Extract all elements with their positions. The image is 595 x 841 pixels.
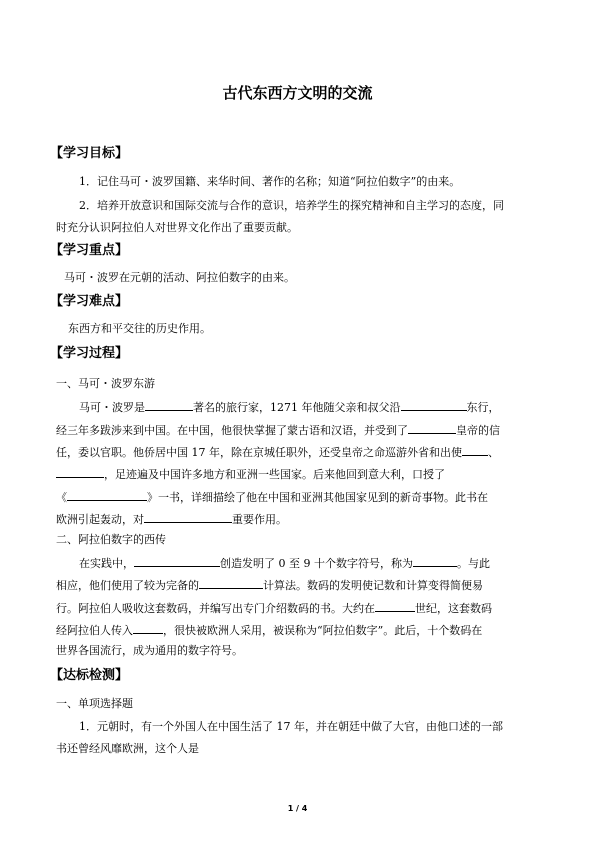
text: 马可・波罗是 <box>79 401 145 414</box>
text: 《 <box>56 491 67 504</box>
text: 相应，他们使用了较为完备的 <box>56 579 199 592</box>
text: 著名的旅行家，1271 年他随父亲和叔父沿 <box>193 401 401 414</box>
blank-destination[interactable] <box>133 622 163 634</box>
process-s2-line-4 <box>56 622 482 638</box>
process-s2-line-5: 世界各国流行，成为通用的数字符号。 <box>56 644 243 657</box>
text: ，很快被欧洲人采用，被误称为“阿拉伯数字”。此后，十个数码在 <box>163 624 483 637</box>
test-section-1-title: 一、单项选择题 <box>56 697 133 710</box>
blank-numeral-name[interactable] <box>413 555 457 567</box>
process-s2-line-3 <box>56 600 492 616</box>
blank-inventor[interactable] <box>134 555 220 567</box>
blank-book-title[interactable] <box>67 489 147 501</box>
text: 欧洲引起轰动，对 <box>56 513 144 526</box>
section-header-process: 【学习过程】 <box>50 346 129 361</box>
text: 在实践中， <box>79 557 134 570</box>
question-1-line-1: 1．元朝时，有一个外国人在中国生活了 17 年，并在朝廷中做了大官，由他口述的一部 <box>79 720 503 733</box>
goal-item-1: 1．记住马可・波罗国籍、来华时间、著作的名称；知道“阿拉伯数字”的由来。 <box>79 175 461 188</box>
text: ，足迹遍及中国许多地方和亚洲一些国家。后来他回到意大利，口授了 <box>104 468 445 481</box>
process-s1-line-3 <box>56 444 499 460</box>
process-s1-line-2 <box>56 422 500 438</box>
process-s1-line-1 <box>79 399 500 415</box>
section-header-key: 【学习重点】 <box>50 243 129 258</box>
question-1-line-2: 书还曾经风靡欧洲，这个人是 <box>56 742 199 755</box>
section-header-test: 【达标检测】 <box>50 668 129 683</box>
text: 经阿拉伯人传入 <box>56 624 133 637</box>
key-text: 马可・波罗在元朝的活动、阿拉伯数字的由来。 <box>64 271 295 284</box>
blank-mission-1[interactable] <box>462 444 488 456</box>
process-s2-line-1 <box>79 555 490 571</box>
text: 行。阿拉伯人吸收这套数码，并编写出专门介绍数码的书。大约在 <box>56 602 375 615</box>
process-s1-line-6 <box>56 511 287 527</box>
process-s1-line-4 <box>56 466 445 482</box>
text: 、 <box>488 446 499 459</box>
blank-mission-2[interactable] <box>56 466 104 478</box>
text: 创造发明了 0 至 9 十个数字符号，称为 <box>220 557 413 570</box>
text: 。与此 <box>456 557 490 570</box>
text: 皇帝的信 <box>456 424 500 437</box>
section-header-difficult: 【学习难点】 <box>50 294 129 309</box>
text: 计算法。数码的发明使记数和计算变得简便易 <box>263 579 483 592</box>
blank-calc-method[interactable] <box>199 577 263 589</box>
blank-effect[interactable] <box>144 511 232 523</box>
process-section-2-title: 二、阿拉伯数字的西传 <box>56 533 166 546</box>
blank-route[interactable] <box>401 399 467 411</box>
goal-item-2-line-1: 2．培养开放意识和国际交流与合作的意识，培养学生的探究精神和自主学习的态度，同 <box>79 199 504 212</box>
goal-item-2-line-2: 时充分认识阿拉伯人对世界文化作出了重要贡献。 <box>56 221 298 234</box>
process-s2-line-2 <box>56 577 483 593</box>
blank-emperor[interactable] <box>408 422 456 434</box>
process-section-1-title: 一、马可・波罗东游 <box>56 377 155 390</box>
process-s1-line-5 <box>56 489 488 505</box>
text: 任，委以官职。他侨居中国 17 年，除在京城任职外，还受皇帝之命巡游外省和出使 <box>56 446 462 459</box>
text: 世纪，这套数码 <box>415 602 492 615</box>
page-number: 1 / 4 <box>287 804 308 813</box>
text: 经三年多跋涉来到中国。在中国，他很快掌握了蒙古语和汉语，并受到了 <box>56 424 408 437</box>
section-header-goal: 【学习目标】 <box>50 146 129 161</box>
text: 东行， <box>466 401 500 414</box>
text: 》一书，详细描绘了他在中国和亚洲其他国家见到的新奇事物。此书在 <box>147 491 488 504</box>
difficult-text: 东西方和平交往的历史作用。 <box>68 322 211 335</box>
page-title: 古代东西方文明的交流 <box>222 84 373 102</box>
blank-nationality[interactable] <box>145 399 193 411</box>
text: 重要作用。 <box>232 513 287 526</box>
blank-century[interactable] <box>375 600 415 612</box>
